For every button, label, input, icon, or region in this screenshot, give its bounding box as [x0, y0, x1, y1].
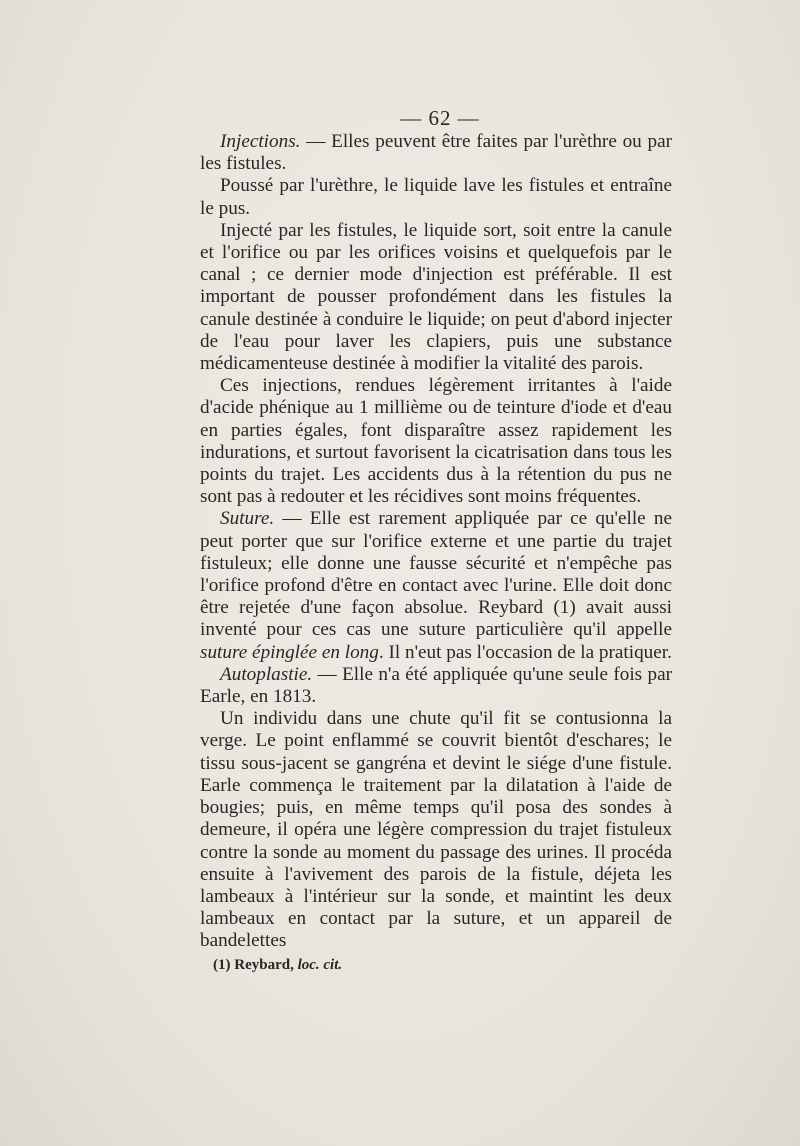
footnote	[213, 957, 342, 974]
paragraph-text: Injecté par les fistules, le liquide sort, soit entre la canule et l'orifice ou par les orifices voisins et quelquefois par le canal ; ce dernier mode d'injection est préférable. Il est important de pousser profondément dans les fistules la canule destinée à conduire le liquide; on peut d'abord injecter de l'eau pour laver les clapiers, puis une substance médicamenteuse destinée à modifier la vitalité des parois.	[200, 219, 672, 375]
paragraph-text: Poussé par l'urèthre, le liquide lave les fistules et entraîne le pus.	[200, 175, 672, 219]
paragraph	[200, 175, 672, 219]
page-number: — 62 —	[400, 106, 480, 130]
paragraph	[200, 220, 672, 375]
body-text	[200, 131, 672, 953]
paragraph-text: — Elle est rarement appliquée par ce qu'elle ne peut porter que sur l'orifice externe et une partie du trajet fistuleux; elle donne une fausse sécurité et n'empêche pas l'orifice profond d'être en contact avec l'urine. Elle doit donc être rejetée d'une façon absolue. Reybard (1) avait aussi inventé pour ces cas une suture particulière qu'il appelle	[200, 508, 672, 641]
paragraph-injections	[200, 131, 672, 175]
paragraph	[200, 375, 672, 508]
paragraph-autoplastie	[200, 664, 672, 708]
section-lead-injections: Injections.	[220, 131, 301, 152]
paragraph-text: Ces injections, rendues légèrement irritantes à l'aide d'acide phénique au 1 millième ou de teinture d'iode et d'eau en parties égales, font disparaître assez rapidement les indurations, et surtout favorisent la cicatrisation dans tous les points du trajet. Les accidents dus à la rétention du pus ne sont pas à redouter et les récidives sont moins fréquentes.	[200, 375, 672, 508]
paragraph-text: — Elle n'a été appliquée qu'une seule fois par Earle, en 1813.	[200, 663, 672, 708]
section-lead-suture: Suture.	[220, 508, 275, 530]
footnote-marker: (1) Reybard,	[213, 957, 298, 973]
section-lead-autoplastie: Autoplastie.	[220, 663, 313, 685]
italic-term: suture épinglée en long	[200, 641, 379, 663]
paragraph-text: — Elles peuvent être faites par l'urèthre ou par les fistules.	[200, 131, 672, 175]
paragraph-text-end: . Il n'eut pas l'occasion de la pratiquer.	[378, 641, 672, 663]
footnote-reference: loc. cit.	[297, 957, 343, 973]
paragraph	[200, 708, 672, 952]
paragraph-text: Un individu dans une chute qu'il fit se contusionna la verge. Le point enflammé se couvrit bientôt d'eschares; le tissu sous-jacent se gangréna et devint le siége d'une fistule. Earle commença le traitement par la dilatation à l'aide de bougies; puis, en même temps qu'il posa des sondes à demeure, il opéra une légère compression du trajet fistuleux contre la sonde au moment du passage des urines. Il procéda ensuite à l'avivement des parois de la fistule, déjeta les lambeaux à l'intérieur sur la sonde, et maintint les deux lambeaux en contact par la suture, et un appareil de bandelettes	[200, 708, 672, 952]
paragraph-suture	[200, 508, 672, 663]
